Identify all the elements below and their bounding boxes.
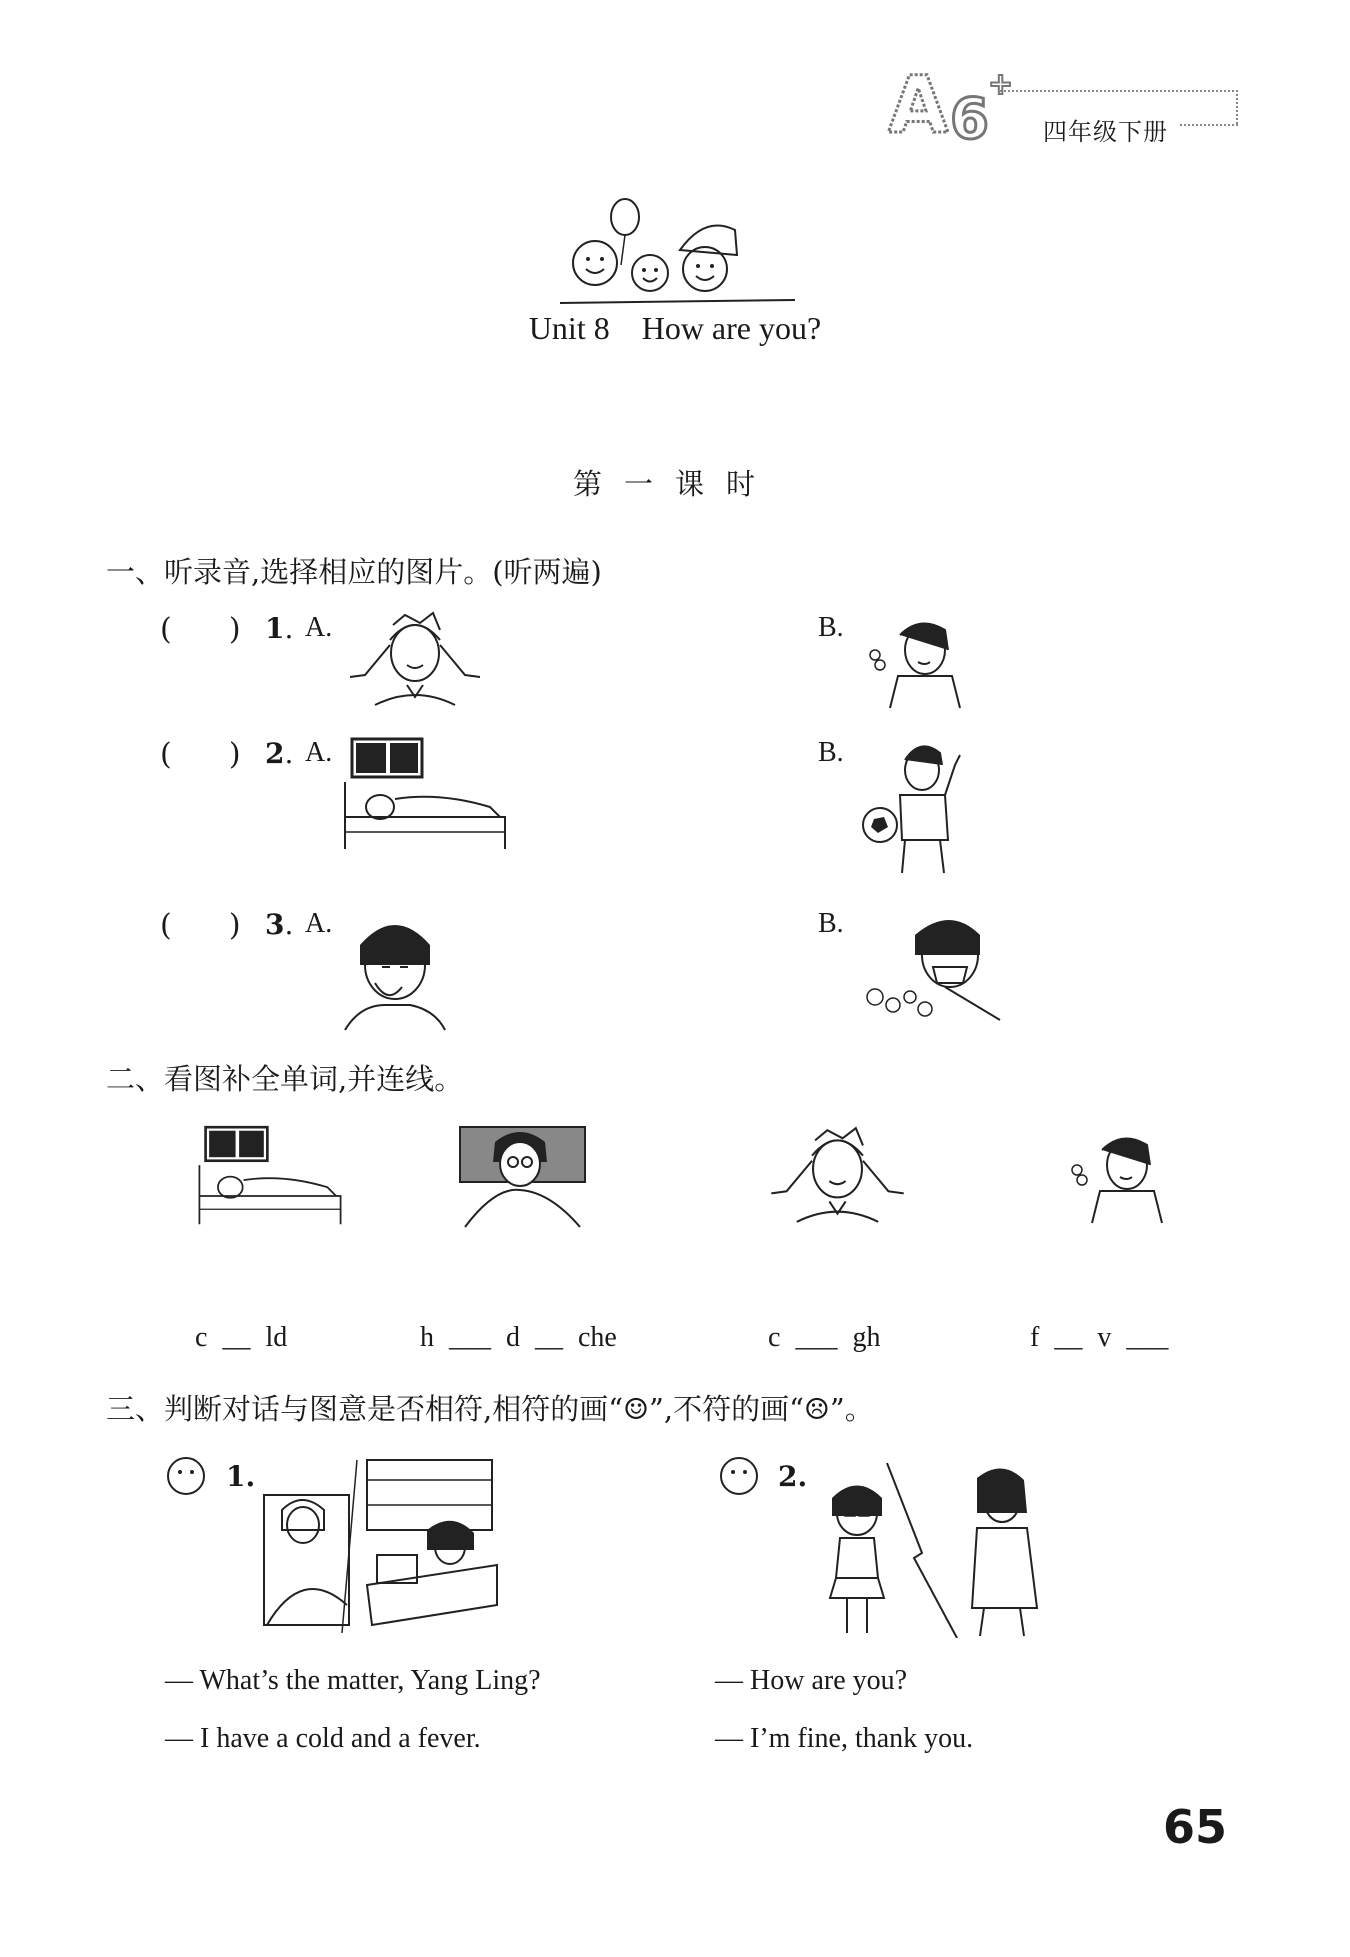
answer-bracket[interactable]: ( ) — [160, 612, 241, 647]
series-logo — [880, 60, 1030, 150]
svg-text:+: + — [988, 67, 1014, 102]
word-cold-blank[interactable]: c __ ld — [195, 1322, 288, 1353]
toothache-boy-picture — [340, 905, 450, 1035]
option-b-label: B. — [818, 612, 844, 643]
grade-label: 四年级下册 — [1043, 118, 1168, 146]
header-divider — [1000, 90, 1238, 92]
unit-title: Unit 8 How are you? — [528, 310, 822, 346]
option-a-label: A. — [305, 612, 333, 643]
children-illustration — [555, 195, 800, 310]
question-number: 2. — [265, 737, 294, 770]
sleeping-in-bed-picture — [195, 1125, 345, 1230]
section-3-title: 三、判断对话与图意是否相符,相符的画“☺”,不符的画“☹”。 — [106, 1392, 874, 1426]
option-a-label: A. — [305, 908, 333, 939]
question-number: 3. — [265, 908, 294, 941]
boy-with-football-picture — [860, 735, 965, 885]
headache-boy-picture — [345, 605, 485, 713]
lesson-title: 第一课时 — [572, 467, 777, 501]
phone-call-girl-woman-picture — [812, 1458, 1052, 1638]
page-number: 65 — [1163, 1800, 1228, 1854]
sick-girl-in-bed-picture — [455, 1122, 590, 1232]
svg-text:6: 6 — [950, 87, 989, 150]
word-fever-blank[interactable]: f __ v ___ — [1030, 1322, 1169, 1353]
word-headache-blank[interactable]: h ___ d __ che — [420, 1322, 617, 1353]
item-number: 1. — [226, 1460, 256, 1493]
dialogue-line: — I have a cold and a fever. — [165, 1723, 481, 1754]
word-cough-blank[interactable]: c ___ gh — [768, 1322, 881, 1353]
option-b-label: B. — [818, 908, 844, 939]
answer-bracket[interactable]: ( ) — [160, 908, 241, 943]
headache-boy-picture — [765, 1120, 910, 1230]
section-1-title: 一、听录音,选择相应的图片。(听两遍) — [106, 555, 602, 589]
smiley-answer-circle[interactable] — [718, 1455, 760, 1497]
dialogue-line: — What’s the matter, Yang Ling? — [165, 1665, 541, 1696]
header-divider — [1236, 90, 1238, 124]
svg-text:A: A — [888, 61, 949, 150]
smiley-answer-circle[interactable] — [165, 1455, 207, 1497]
option-b-label: B. — [818, 737, 844, 768]
option-a-label: A. — [305, 737, 333, 768]
answer-bracket[interactable]: ( ) — [160, 737, 241, 772]
header-divider — [1180, 124, 1238, 126]
section-2-title: 二、看图补全单词,并连线。 — [106, 1062, 464, 1096]
dialogue-line: — How are you? — [715, 1665, 908, 1696]
fever-boy-picture — [860, 610, 965, 710]
phone-call-scene-picture — [262, 1455, 500, 1633]
item-number: 2. — [778, 1460, 808, 1493]
question-number: 1. — [265, 612, 294, 645]
dialogue-line: — I’m fine, thank you. — [715, 1723, 974, 1754]
cough-boy-picture — [855, 905, 1005, 1025]
sleeping-in-bed-picture — [340, 737, 510, 855]
fever-boy-picture — [1062, 1110, 1167, 1240]
